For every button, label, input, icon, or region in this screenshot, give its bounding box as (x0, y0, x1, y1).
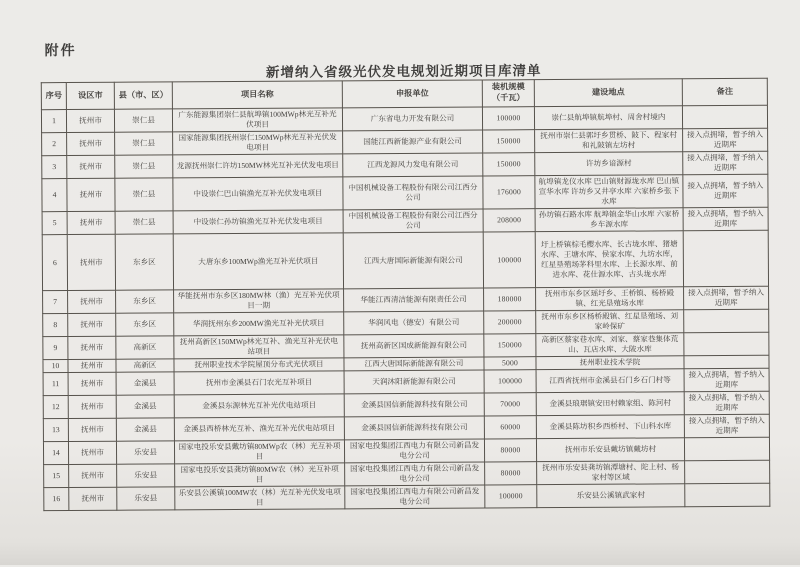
cell-county: 乐安县 (117, 487, 175, 510)
cell-no: 13 (43, 419, 68, 442)
cell-applicant: 国家电投集团江西电力有限公司新昌发电分公司 (345, 485, 485, 509)
cell-project-name: 抚州职业技术学院屋顶分布式光伏项目 (174, 358, 344, 372)
cell-applicant: 金溪县国信新能源科技有限公司 (344, 416, 484, 440)
cell-project-name: 华能抚州市东乡区180MW林（渔）光互补光伏项目一期 (174, 289, 344, 313)
cell-applicant: 抚州高新区国成新能源有限公司 (344, 334, 484, 358)
cell-project-name: 抚州市金溪县石门农光互补项目 (174, 371, 344, 395)
cell-location: 圩上桥镇棕毛樱水库、长古垅水库、猪塘水库、王塘水库、侯家水库、九坊水库，红星垦殖场茅科里水库、上长源水库、前进水库、花仕源水库、古头垅水库 (535, 231, 683, 288)
cell-capacity: 80000 (485, 462, 537, 485)
cell-capacity: 5000 (484, 357, 536, 370)
cell-remark: 接入点拥堵，暂予纳入近期库 (684, 392, 769, 416)
cell-applicant: 国家电投集团江西电力有限公司新昌发电分公司 (344, 439, 484, 463)
cell-city: 抚州市 (68, 373, 116, 396)
cell-remark (684, 332, 769, 356)
cell-location: 抚州市崇仁县郭圩乡贯桥、陂下、程家村和礼陂镇左坊村 (535, 129, 683, 153)
cell-no: 4 (42, 179, 67, 212)
column-header-county: 县（市、区） (114, 82, 172, 109)
cell-capacity: 70000 (484, 393, 536, 416)
cell-location: 孙坊镇石路水库 航埠镇金华山水库 六家桥乡车源水库 (535, 208, 683, 232)
cell-county: 金溪县 (116, 418, 174, 441)
cell-location: 抚州市东乡区杨桥殿镇、红星垦殖场、刘家岭保矿 (536, 310, 684, 334)
table-row (42, 230, 768, 290)
cell-project-name: 中设崇仁巴山镇渔光互补光伏发电项目 (173, 177, 343, 211)
cell-applicant: 华能江西清洁能源有限责任公司 (344, 288, 484, 312)
table-row (42, 174, 768, 211)
cell-project-name: 华润抚州东乡200MW渔光互补光伏项目 (174, 312, 344, 336)
cell-project-name: 金溪县西桥林光互补、渔光互补光伏电站项目 (174, 417, 344, 441)
cell-city: 抚州市 (68, 442, 116, 465)
cell-no: 11 (43, 373, 68, 396)
cell-city: 抚州市 (67, 234, 115, 290)
cell-no: 9 (43, 337, 68, 360)
cell-city: 抚州市 (67, 178, 115, 211)
cell-project-name: 中设崇仁孙坊镇渔光互补光伏发电项目 (173, 210, 343, 234)
cell-city: 抚州市 (68, 336, 116, 359)
cell-county: 乐安县 (117, 464, 175, 487)
cell-no: 15 (44, 465, 69, 488)
cell-applicant: 国家电投集团江西电力有限公司新昌发电分公司 (345, 462, 485, 486)
cell-no: 14 (43, 442, 68, 465)
cell-project-name: 国家能源集团抚州崇仁150MWp林光互补光伏发电项目 (173, 131, 343, 155)
cell-county: 崇仁县 (115, 155, 173, 178)
cell-capacity: 100000 (483, 232, 535, 288)
cell-city: 抚州市 (69, 488, 117, 511)
cell-no: 10 (43, 360, 68, 373)
cell-county: 金溪县 (116, 372, 174, 395)
cell-applicant: 广东省电力开发有限公司 (342, 107, 482, 131)
cell-no: 7 (43, 291, 68, 314)
cell-no: 16 (44, 488, 69, 511)
cell-location: 崇仁县航埠镇航埠村、周舍村境内 (534, 106, 682, 130)
column-header-project: 项目名称 (172, 81, 342, 109)
table-row (44, 484, 770, 511)
cell-no: 6 (42, 235, 67, 291)
cell-capacity: 200000 (484, 311, 536, 334)
cell-applicant: 天润沐阳新能源有限公司 (344, 370, 484, 394)
cell-city: 抚州市 (66, 109, 114, 132)
cell-location: 航埠镇龙仪水库 巴山镇财源垅水库 巴山镇宣华水库 许坊乡又井亭水库 六家桥乡张下水库 (535, 175, 683, 209)
cell-capacity: 150000 (483, 130, 535, 153)
cell-no: 8 (43, 314, 68, 337)
cell-remark (685, 484, 770, 508)
cell-applicant: 中国机械设备工程股份有限公司江西分公司 (343, 209, 483, 233)
cell-project-name: 国家电投乐安县戴坊镇80MWp农（林）光互补项目 (174, 440, 344, 464)
cell-location: 高新区蔡家巷水库、刘家、蔡家巷集体荒山、瓦店水库、大陂水库 (536, 333, 684, 357)
cell-project-name: 国家电投乐安县龚坊镇80MW农（林）光互补项目 (175, 463, 345, 487)
cell-applicant: 中国机械设备工程股份有限公司江西分公司 (343, 176, 483, 210)
cell-county: 崇仁县 (115, 132, 173, 155)
cell-county: 东乡区 (116, 313, 174, 336)
cell-capacity: 80000 (484, 439, 536, 462)
column-header-remark: 备注 (682, 78, 767, 106)
cell-city: 抚州市 (67, 211, 115, 234)
table-body (41, 105, 769, 511)
cell-location: 乐安县公溪镇武家村 (537, 484, 685, 508)
cell-county: 东乡区 (115, 234, 173, 290)
cell-no: 2 (42, 133, 67, 156)
cell-city: 抚州市 (68, 360, 116, 373)
cell-no: 5 (42, 212, 67, 235)
cell-county: 高新区 (116, 336, 174, 359)
cell-project-name: 龙源抚州崇仁许坊150MW林光互补光伏发电项目 (173, 154, 343, 178)
cell-city: 抚州市 (68, 313, 116, 336)
column-header-no: 序号 (41, 83, 66, 110)
cell-remark: 接入点拥堵，暂予纳入近期库 (683, 207, 768, 231)
cell-city: 抚州市 (67, 155, 115, 178)
cell-county: 崇仁县 (114, 109, 172, 132)
cell-county: 金溪县 (116, 395, 174, 418)
cell-location: 抚州市乐安县戴坊镇戴坊村 (536, 438, 684, 462)
cell-location: 抚州职业技术学院 (536, 356, 684, 370)
cell-county: 乐安县 (116, 441, 174, 464)
cell-city: 抚州市 (69, 465, 117, 488)
cell-no: 12 (43, 396, 68, 419)
cell-city: 抚州市 (68, 290, 116, 313)
column-header-city: 设区市 (66, 82, 114, 109)
column-header-applicant: 申报单位 (342, 80, 482, 108)
cell-capacity: 208000 (483, 209, 535, 232)
cell-capacity: 150000 (484, 334, 536, 357)
cell-applicant: 国能江西新能源产业有限公司 (343, 130, 483, 154)
cell-remark: 接入点拥堵，暂予纳入近期库 (684, 369, 769, 393)
cell-remark: 接入点拥堵，暂予纳入近期库 (683, 151, 768, 175)
cell-capacity: 180000 (484, 288, 536, 311)
cell-remark: 接入点拥堵，暂予纳入近期库 (684, 415, 769, 439)
cell-capacity: 60000 (484, 416, 536, 439)
cell-project-name: 乐安县公溪镇100MW农（林）光互补光伏发电项目 (175, 486, 345, 510)
cell-county: 崇仁县 (115, 211, 173, 234)
cell-remark (684, 309, 769, 333)
document-title: 新增纳入省级光伏发电规划近期项目库清单 (265, 63, 542, 80)
cell-location: 抚州市乐安县龚坊镇潭塘村、陀上村、杨家村等区域 (537, 461, 685, 485)
cell-applicant: 江西龙源风力发电有限公司 (343, 153, 483, 177)
column-header-capacity: 装机规模（千瓦） (482, 80, 534, 107)
cell-remark: 接入点拥堵，暂予纳入近期库 (683, 128, 768, 152)
cell-location: 抚州市东乡区瑶圩乡、王桥镇、杨桥殿镇、红光垦殖场水库 (536, 287, 684, 311)
cell-capacity: 100000 (485, 485, 537, 508)
cell-city: 抚州市 (68, 396, 116, 419)
cell-capacity: 100000 (482, 107, 534, 130)
cell-project-name: 金溪县东源林光互补光伏电站项目 (174, 394, 344, 418)
cell-capacity: 176000 (483, 176, 535, 209)
cell-project-name: 广东能源集团崇仁县航埠镇100MWp林光互补光伏项目 (172, 108, 342, 132)
cell-project-name: 抚州高新区150MWp林光互补、渔光互补光伏电站项目 (174, 335, 344, 359)
cell-no: 1 (41, 110, 66, 133)
cell-location: 金溪县陈坊积乡西桥村、下山科水库 (536, 415, 684, 439)
cell-capacity: 100000 (484, 370, 536, 393)
cell-applicant: 江西大唐国际新能源有限公司 (343, 232, 483, 289)
projects-table (41, 78, 771, 512)
cell-location: 许坊乡谙源村 (535, 152, 683, 176)
cell-applicant: 江西大唐国际新能源有限公司 (344, 357, 484, 371)
cell-remark (685, 461, 770, 485)
cell-applicant: 金溪县国信新能源科技有限公司 (344, 393, 484, 417)
cell-county: 东乡区 (116, 290, 174, 313)
cell-location: 江西省抚州市金溪县石门乡石门村等 (536, 369, 684, 393)
cell-city: 抚州市 (68, 419, 116, 442)
cell-remark (682, 105, 767, 129)
cell-county: 高新区 (116, 359, 174, 372)
cell-remark (684, 438, 769, 462)
cell-remark (683, 230, 768, 287)
cell-capacity: 150000 (483, 153, 535, 176)
cell-city: 抚州市 (67, 132, 115, 155)
attachment-label: 附件 (44, 43, 77, 60)
cell-county: 崇仁县 (115, 178, 173, 211)
cell-remark: 接入点拥堵，暂予纳入近期库 (684, 286, 769, 310)
cell-no: 3 (42, 156, 67, 179)
column-header-location: 建设地点 (534, 79, 682, 107)
cell-remark: 接入点拥堵，暂予纳入近期库 (683, 174, 768, 208)
cell-applicant: 华润风电（德安）有限公司 (344, 311, 484, 335)
cell-project-name: 大唐东乡100MWp渔光互补光伏项目 (173, 233, 343, 290)
cell-location: 金溪县琅琚镇安田村赖家组、陈河村 (536, 392, 684, 416)
cell-remark (684, 356, 769, 370)
